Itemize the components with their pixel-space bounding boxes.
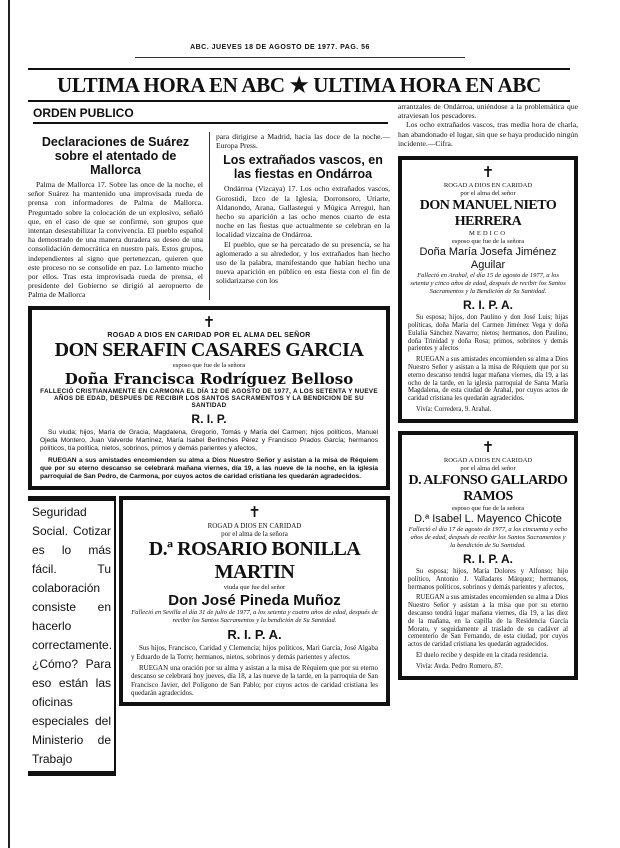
article-vascos [216, 132, 390, 300]
obituary-rip: R. I. P. A. [227, 627, 282, 643]
obituary-rip: R. I. P. A. [462, 298, 513, 313]
obituary-family: Su esposa; hijos, don Paulino y don José Luis; hijas políticas, doña María del Carmen Jiménez Vega y doña Eulalia Sánchez Navarro; nietos; hermanos, don Paulino, doña Trinidad y doña Rosa; primos, sobrinos y demás parientes y afectos [408, 314, 568, 353]
article-paragraph: arrantzales de Ondárroa, uniéndose a la problemática que atraviesan los pescadores. [398, 102, 578, 121]
left-area [28, 132, 390, 776]
obituary-spouse: D.ª Isabel L. Mayenco Chicote [414, 512, 562, 525]
obituary-death: Falleció en Sevilla el día 31 de julio de 1977, a los setenta y cuatro años de edad, después de recibir los Santos Sacramentos y la bendición de Su Santidad. [131, 609, 378, 625]
notice-text: Seguridad Social. Cotizar es lo más fácil. Tu colaboración consiste en hacerlo correctamente. ¿Cómo? Para eso están las oficinas especiales del Ministerio de Trabajo [32, 505, 113, 767]
obituary-intro: ROGAD A DIOS EN CARIDAD [443, 456, 533, 464]
article-paragraph: Ondárroa (Vizcaya) 17. Los ocho extrañados vascos, Gorostidi, Izco de la Iglesia, Dorronsoro, Uriarte, Aldanondo, Arana, Gallastegui y Múgica Arregui, han hecho su aparición a las ocho menos cuarto de esta noche en las fiestas que actualmente se celebran en la localidad vizcaína de Ondárroa. [216, 184, 390, 240]
articles-row [28, 132, 390, 300]
obituary-rip: R. I. P. [191, 411, 227, 426]
obituary-spouse: Don José Pineda Muñoz [168, 592, 341, 610]
obituary-death: Falleció el día 17 de agosto de 1977, a los cincuenta y ocho años de edad, después de recibir los Santos Sacramentos y la bendición de Su Santidad. [408, 525, 568, 549]
obituary-note: El duelo recibe y despide en la citada residencia. [416, 651, 549, 659]
article-vascos-continued [398, 102, 578, 148]
obituary-intro: por el alma del señor [460, 190, 516, 198]
obituary-title: MEDICO [468, 230, 507, 238]
margin-rule [8, 0, 10, 848]
obituary-death: Falleció en Arahal, el día 15 de agosto de 1977, a los setenta y cinco años de edad, después de recibir los Santos Sacramentos y la Bendición de Su Santidad. [410, 272, 566, 296]
right-column [398, 102, 578, 680]
obituary-request: RUEGAN a sus amistades encomienden su alma a Dios Nuestro Señor y asistan a la misa de Réquiem que por su eterno descanso se celebrará mañana viernes, día 19, a las nueve de la noche, en la iglesia parroquial de San Pedro, de Carmona, por cuyos actos de caridad cristiana les quedarán agradecidos. [40, 456, 378, 481]
obituary-intro: por el alma del señor [460, 464, 516, 472]
article-paragraph: El pueblo, que se ha percatado de su presencia, se ha aglomerado a su alrededor, y los extrañados han hecho uso de la palabra, manifestando que habían hecho una nueva aparición en público en esta fiesta con el fin de solidarizarse con los [216, 239, 390, 286]
obituary-relation: esposo que fue de la señora [451, 504, 525, 512]
banner-headline: ULTIMA HORA EN ABC ★ ULTIMA HORA EN ABC [28, 68, 570, 102]
obituary-spouse: Doña María Josefa Jiménez Aguilar [419, 246, 557, 272]
dateline-rule [135, 57, 465, 58]
obituary-intro: ROGAD A DIOS EN CARIDAD [207, 522, 302, 531]
obituary-gallardo [398, 431, 578, 680]
obituary-relation: viuda que fue del señor [223, 584, 286, 592]
cross-icon: ✝ [481, 165, 495, 182]
obituary-name: DON MANUEL NIETO HERRERA [419, 198, 557, 230]
obituary-name: DON SERAFIN CASARES GARCIA [54, 338, 364, 361]
obituary-intro: ROGAD A DIOS EN CARIDAD [443, 182, 533, 190]
obituary-intro: ROGAD A DIOS EN CARIDAD POR EL ALMA DEL SEÑOR [107, 331, 311, 339]
obituary-rip: R. I. P. A. [462, 551, 513, 566]
obituary-spouse: Doña Francisca Rodríguez Belloso [64, 369, 354, 388]
obituary-address: Vivía: Avda. Pedro Romero, 87. [416, 662, 503, 670]
obituary-name: D.ª ROSARIO BONILLA MARTIN [148, 538, 361, 584]
article-title: Declaraciones de Suárez sobre el atentado de Mallorca [41, 135, 190, 177]
article-continuation: para dirigirse a Madrid, hacia las doce de la noche.—Europa Press. [216, 132, 390, 151]
obituary-death: FALLECIÓ CRISTIANAMENTE EN CARMONA EL DÍA 12 DE AGOSTO DE 1977, A LOS SETENTA Y NUEVE AÑOS DE EDAD, DESPUES DE RECIBIR LOS SANTOS SACRAMENTOS Y LA BENDICION DE SU SANTIDAD [40, 387, 378, 409]
obituary-family: Su viuda; hijos, María de Gracia, Magdalena, Gregorio, Tomás y María del Carmen; hijos políticos, Manuel Ojeda Montero, Juan Valverde Martínez, María Isabel Berlinches Pérez y Francisco Prados García; hermanos políticos, tía política, nietos, sobrinos, primos y demás parientes y afectos, [40, 428, 378, 453]
obituary-casares [28, 306, 390, 491]
obituary-intro: por el alma de la señora [221, 530, 288, 539]
obituary-request: RUEGAN a sus amistades encomienden su alma a Dios Nuestro Señor y asistan a la misa de Réquiem que por su eterno descanso tendrá lugar mañana viernes, día 19, a las ocho de la tarde, en la iglesia parroquial de Santa María Magdalena, de esta ciudad de Arahal, por cuyos actos de caridad cristiana les quedarán agradecidos. [408, 356, 568, 403]
obituary-family: Sus hijos, Francisco, Caridad y Clemencia; hijos políticos, Mari García, José Algaba y Eduardo de la Torre; hermanos, nietos, sobrinos y demás parientes y afectos. [131, 644, 378, 661]
article-suarez [28, 132, 203, 300]
obituary-nieto [398, 156, 578, 423]
article-paragraph: Palma de Mallorca 17. Sobre las once de la noche, el señor Suárez ha mantenido una improvisada rueda de prensa con informadores de Palma de Mallorca. Preguntado sobre la colocación de un explosivo, señaló que, en el caso de que se confirme, son grupos que intentan desestabilizar la convivencia. El pueblo español ha demostrado de una manera duradera su deseo de una consolidación democrática en nuestro país. Estos grupos, independientes al signo que pertenezcan, quieren que este proceso no se consolide en paz. Lo lamento mucho por ellos. Tras esta improvisada rueda de prensa, el presidente del Gobierno se dirigió al aeropuerto de Palma de Mallorca [28, 180, 203, 300]
obituary-relation: esposo que fue de la señora [451, 238, 525, 246]
section-heading: ORDEN PUBLICO [33, 106, 388, 124]
obituary-family: Su esposa; hijos, María Dolores y Alfonso; hijo político, Antonio J. Valladares Márquez; hermanos, hermanos políticos, sobrinos y demás parientes y afectos, [408, 567, 568, 591]
lower-row [28, 496, 390, 776]
obituary-request: RUEGAN una oración por su alma y asistan a la misa de Réquiem que por su eterno descanso se celebrará hoy jueves, día 18, a las nueve de la tarde, en la parroquia de San Francisco Javier, del Polígono de San Pablo; por cuyos actos de caridad cristiana les quedarán agradecidos. [131, 664, 378, 697]
cross-icon: ✝ [481, 439, 495, 456]
dateline: ABC. JUEVES 18 DE AGOSTO DE 1977. PAG. 56 [190, 44, 370, 51]
cross-icon: ✝ [248, 505, 261, 522]
obituary-relation: esposo que fue de la señora [172, 361, 246, 369]
obituary-name: D. ALFONSO GALLARDO RAMOS [408, 472, 568, 504]
article-paragraph: Los ocho extrañados vascos, tras media hora de charla, han abandonado el lugar, sin que se haya producido ningún incidente.—Cifra. [398, 120, 578, 148]
article-title: Los extrañados vascos, en las fiestas en Ondárroa [223, 153, 383, 182]
obituary-request: RUEGAN a sus amistades encomienden su alma a Dios Nuestro Señor y asistan a la misa que por su eterno descanso tendrá lugar mañana viernes, día 19, a las diez de la mañana, en la capilla de la Residencia García Morato, y seguidamente al traslado de su cadáver al cementerio de San Fernando, de esta ciudad, por cuyos actos de caridad cristiana les quedarán agradecidos. [408, 594, 568, 649]
cross-icon: ✝ [202, 314, 216, 331]
obituary-address: Vivía: Corredera, 9. Arahal. [416, 405, 492, 413]
column-rule [209, 132, 210, 300]
obituary-bonilla [119, 496, 390, 706]
social-security-notice [28, 496, 116, 776]
